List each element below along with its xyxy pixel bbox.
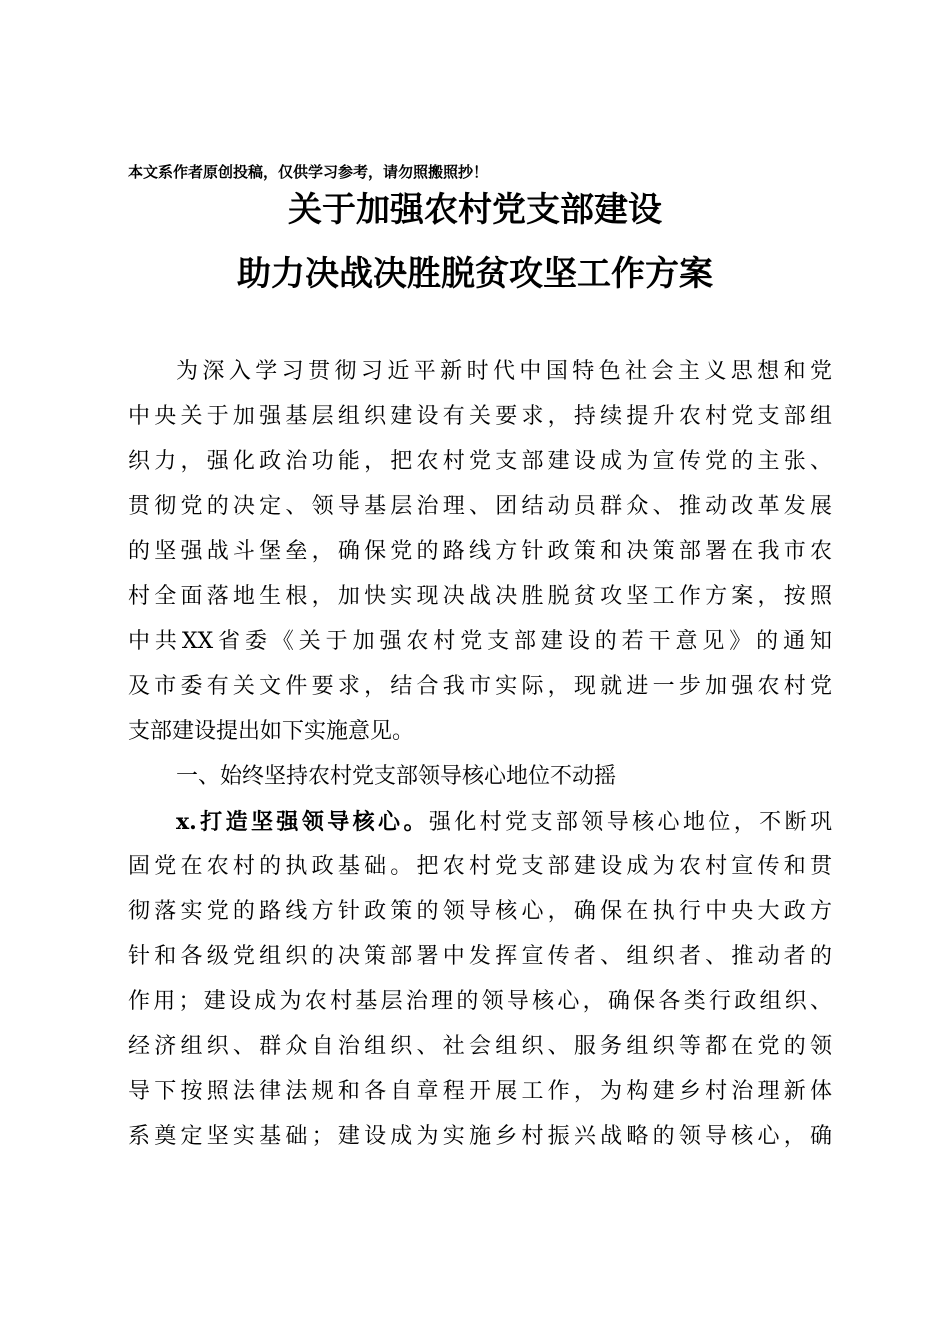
item-line: 经济组织、群众自治组织、社会组织、服务组织等都在党的领 [128, 1034, 832, 1059]
item-lead: x.打造坚强领导核心。 [176, 809, 429, 835]
intro-line: 村全面落地生根，加快实现决战决胜脱贫攻坚工作方案，按照 [128, 584, 832, 609]
document-title-line-1: 关于加强农村党支部建设 [288, 190, 662, 230]
section-heading: 一、始终坚持农村党支部领导核心地位不动摇 [176, 764, 617, 789]
item-line: 固党在农村的执政基础。把农村党支部建设成为农村宣传和贯 [128, 854, 832, 879]
intro-line: 支部建设提出如下实施意见。 [128, 719, 415, 744]
item-first-line [176, 806, 832, 839]
intro-line: 贯彻党的决定、领导基层治理、团结动员群众、推动改革发展 [128, 494, 832, 519]
intro-line: 织力，强化政治功能，把农村党支部建设成为宣传党的主张、 [128, 449, 832, 474]
item-line: 系奠定坚实基础；建设成为实施乡村振兴战略的领导核心，确 [128, 1124, 832, 1149]
item-line: 导下按照法律法规和各自章程开展工作，为构建乡村治理新体 [128, 1079, 832, 1104]
intro-line: 中共XX省委《关于加强农村党支部建设的若干意见》的通知 [128, 629, 832, 654]
copyright-notice: 本文系作者原创投稿，仅供学习参考，请勿照搬照抄！ [128, 163, 489, 181]
intro-line: 及市委有关文件要求，结合我市实际，现就进一步加强农村党 [128, 674, 832, 699]
document-title-line-2: 助力决战决胜脱贫攻坚工作方案 [237, 254, 713, 294]
item-line: 彻落实党的路线方针政策的领导核心，确保在执行中央大政方 [128, 899, 832, 924]
item-line: 作用；建设成为农村基层治理的领导核心，确保各类行政组织、 [128, 989, 832, 1014]
item-first-line-text: 强化村党支部领导核心地位，不断巩 [428, 810, 832, 835]
intro-line: 中央关于加强基层组织建设有关要求，持续提升农村党支部组 [128, 404, 832, 429]
item-line: 针和各级党组织的决策部署中发挥宣传者、组织者、推动者的 [128, 944, 832, 969]
intro-line: 为深入学习贯彻习近平新时代中国特色社会主义思想和党 [176, 359, 832, 384]
intro-line: 的坚强战斗堡垒，确保党的路线方针政策和决策部署在我市农 [128, 539, 832, 564]
